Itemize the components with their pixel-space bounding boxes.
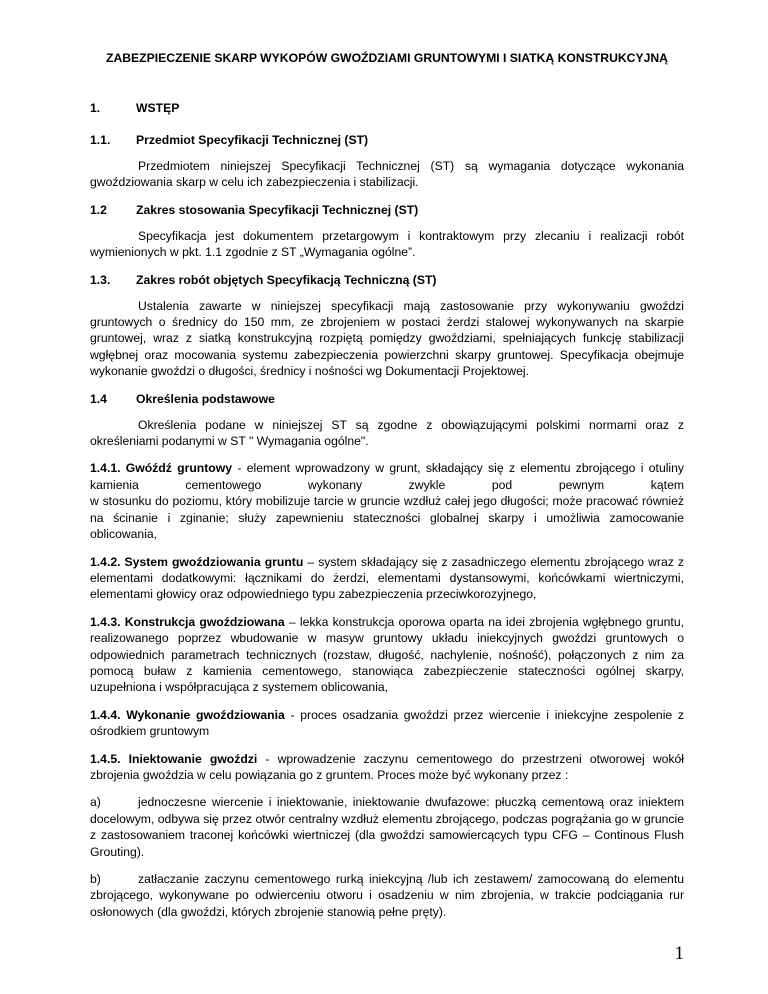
document-title: ZABEZPIECZENIE SKARP WYKOPÓW GWOŹDZIAMI GRUNTOWYMI I SIATKĄ KONSTRUKCYJNĄ — [106, 51, 668, 65]
document-page — [90, 50, 684, 920]
list-item-label: a) — [90, 795, 101, 810]
definition-line — [90, 460, 684, 493]
definition-term: 1.4.1. Gwóźdź gruntowy — [90, 461, 233, 476]
heading-number: 1. — [90, 101, 101, 115]
heading-1-4 — [90, 391, 684, 408]
heading-title: Przedmiot Specyfikacji Technicznej (ST) — [136, 133, 369, 147]
list-item-text: zatłaczanie zaczynu cementowego rurką iniekcyjną /lub ich zestawem/ zamocowaną do elementu zbrojącego, wykonywane po odwierceniu otworu i osadzeniu w nim zbrojenia, w trakcie podciągania rur osłonowych (dla gwoździ, których zbrojenie stanowią pełne pręty). — [90, 872, 684, 919]
definition-text: – lekka konstrukcja oporowa oparta na idei zbrojenia wgłębnego gruntu, realizowanego poprzez wbudowanie w masyw gruntowy układu iniekcyjnych gwoździ gruntowych o odpowiednich parametrach technicznych (rozstaw, długość, nachylenie, nośność), połączonych z nim za pomocą buław z kamienia cementowego, stanowiąca zabezpieczenie stateczności ogólnej skarpy, uzupełniona i współpracująca z systemem oblicowania, — [90, 614, 684, 695]
definition-1-4-1 — [90, 460, 684, 542]
definition-term: 1.4.2. System gwoździowania gruntu — [90, 554, 304, 569]
heading-1-1 — [90, 132, 684, 149]
heading-1-2 — [90, 202, 684, 219]
definition-1-4-2 — [90, 554, 684, 603]
definition-1-4-3 — [90, 614, 684, 696]
heading-number: 1.1. — [90, 133, 111, 147]
definition-text: - element wprowadzony w grunt, składający się z elementu zbrojącego i otuliny kamienia cementowego wykonany zwykle pod pewnym kątem — [90, 461, 685, 492]
definition-term: 1.4.5. Iniektowanie gwoździ — [90, 751, 258, 766]
definition-text: - proces osadzania gwoździ przez wiercenie i iniekcyjne zespolenie z ośrodkiem gruntowym — [90, 707, 684, 739]
heading-number: 1.2 — [90, 202, 107, 217]
paragraph-1-4: Określenia podane w niniejszej ST są zgodne z obowiązującymi polskimi normami oraz z określeniami podanymi w ST " Wymagania ogólne". — [90, 417, 684, 449]
definition-continuation: w stosunku do poziomu, który mobilizuje tarcie w gruncie wzdłuż całej jego długości; może pracować również na ścinanie i zginanie; służy zapewnieniu stateczności globalnej skarpy i umożliwia zamocowanie oblicowania, — [90, 494, 684, 542]
heading-1-3 — [90, 272, 684, 289]
page-number: 1 — [674, 943, 684, 964]
heading-1 — [90, 100, 684, 117]
definition-1-4-4 — [90, 707, 684, 740]
definition-term: 1.4.4. Wykonanie gwoździowania — [90, 707, 285, 722]
heading-number: 1.4 — [90, 391, 107, 406]
list-item-text: jednoczesne wiercenie i iniektowanie, iniektowanie dwufazowe: płuczką cementową oraz iniektem docelowym, odbywa się przez otwór centralny wzdłuż elementu zbrojącego, podczas pogrążania go w gruncie z zastosowaniem traconej końcówki wiertniczej (dla gwoździ samowiercących typu CFG – Continous Flush Grouting). — [90, 795, 684, 859]
heading-title: Określenia podstawowe — [136, 391, 275, 406]
definition-text: - wprowadzenie zaczynu cementowego do przestrzeni otworowej wokół zbrojenia gwoździa w celu powiązania go z gruntem. Proces może być wykonany przez : — [90, 751, 685, 782]
heading-title: WSTĘP — [136, 101, 180, 115]
list-item-label: b) — [90, 872, 101, 886]
paragraph-1-3: Ustalenia zawarte w niniejszej specyfikacji mają zastosowanie przy wykonywaniu gwoździ gruntowych o średnicy do 150 mm, ze zbrojeniem w postaci żerdzi stalowej wykonywanych na skarpie gruntowej, wraz z siatką konstrukcyjną rozpiętą pomiędzy gwoździami, spełniających funkcję stabilizacji wgłębnej oraz mocowania systemu zabezpieczenia powierzchni skarpy gruntowej. Specyfikacja obejmuje wykonanie gwoździ o długości, średnicy i nośności wg Dokumentacji Projektowej. — [90, 298, 684, 379]
paragraph-1-1: Przedmiotem niniejszej Specyfikacji Technicznej (ST) są wymagania dotyczące wykonania gwoździowania skarp w celu ich zabezpieczenia i stabilizacji. — [90, 159, 684, 190]
definition-1-4-5 — [90, 751, 684, 784]
paragraph-1-2: Specyfikacja jest dokumentem przetargowym i kontraktowym przy zlecaniu i realizacji robót wymienionych w pkt. 1.1 zgodnie z ST „Wymagania ogólne”. — [90, 228, 684, 260]
definition-term: 1.4.3. Konstrukcja gwoździowana — [90, 614, 285, 629]
list-item-a — [90, 794, 684, 860]
list-item-b — [90, 871, 684, 920]
heading-title: Zakres robót objętych Specyfikacją Techniczną (ST) — [136, 272, 437, 287]
heading-number: 1.3. — [90, 272, 111, 287]
definition-text: – system składający się z zasadniczego elementu zbrojącego wraz z elementami dodatkowymi: łącznikami do żerdzi, elementami dystansowymi, końcówkami wiertniczymi, elementami głowicy oraz odpowiedniego typu zabezpieczenia przeciwkorozyjnego, — [90, 554, 684, 602]
heading-title: Zakres stosowania Specyfikacji Technicznej (ST) — [136, 202, 419, 217]
